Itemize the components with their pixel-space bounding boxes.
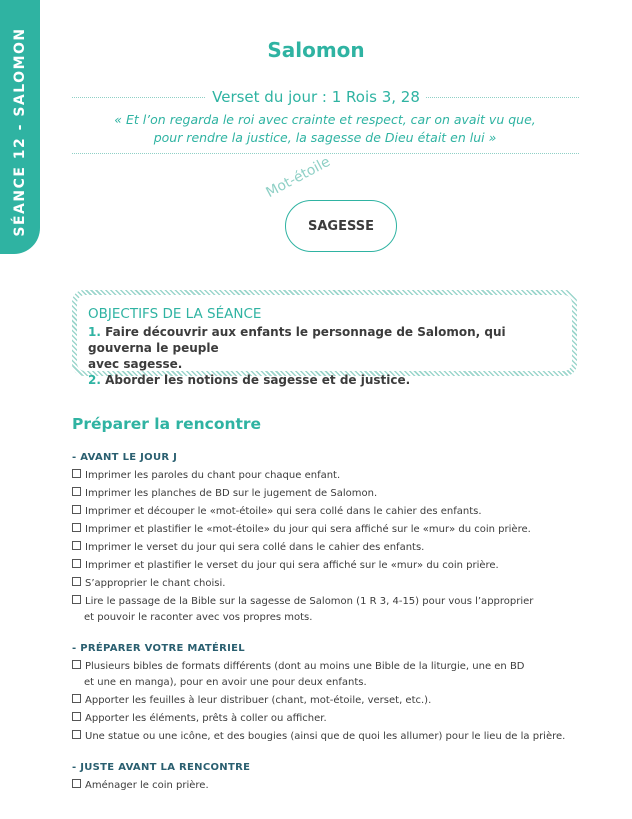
checklist-item: Imprimer et découper le «mot-étoile» qui sera collé dans le cahier des enfants. [72,504,592,520]
checklist-item: Imprimer et plastifier le verset du jour qui sera affiché sur le «mur» du coin prière. [72,558,592,574]
objectives-box [72,290,577,387]
subsection-materiel: - PRÉPARER VOTRE MATÉRIEL [72,643,245,654]
verse-line-2: pour rendre la justice, la sagesse de Dieu était en lui » [153,130,497,145]
checklist-item: Imprimer le verset du jour qui sera collé dans le cahier des enfants. [72,540,592,556]
checklist-item: Aménager le coin prière. [72,778,592,794]
checkbox-icon[interactable] [72,523,81,532]
checklist-item: Une statue ou une icône, et des bougies (ainsi que de quoi les allumer) pour le lieu de la prière. [72,729,592,745]
checkbox-icon[interactable] [72,694,81,703]
objectives-title: OBJECTIFS DE LA SÉANCE [88,306,262,322]
checklist-item: Imprimer les planches de BD sur le jugement de Salomon. [72,486,592,502]
verse-line-1: « Et l’on regarda le roi avec crainte et respect, car on avait vu que, [114,112,536,127]
checkbox-icon[interactable] [72,660,81,669]
mot-etoile-label: Mot-étoile [263,153,334,201]
mot-etoile-word: SAGESSE [285,200,397,252]
checklist-item: Apporter les éléments, prêts à coller ou afficher. [72,711,592,727]
checkbox-icon[interactable] [72,541,81,550]
checklist-item: Imprimer et plastifier le «mot-étoile» du jour qui sera affiché sur le «mur» du coin prière. [72,522,592,538]
section-title: Préparer la rencontre [72,415,262,433]
checkbox-icon[interactable] [72,730,81,739]
checkbox-icon[interactable] [72,712,81,721]
checkbox-icon[interactable] [72,505,81,514]
objective-item-cont: avec sagesse. [88,357,183,371]
checklist-item: Apporter les feuilles à leur distribuer (chant, mot-étoile, verset, etc.). [72,693,592,709]
objective-item: 1. Faire découvrir aux enfants le personnage de Salomon, qui gouverna le peuple [88,325,506,355]
objective-item: 2. Aborder les notions de sagesse et de justice. [88,373,411,387]
verse-heading: Verset du jour : 1 Rois 3, 28 [0,88,632,106]
subsection-juste-avant: - JUSTE AVANT LA RENCONTRE [72,762,251,773]
subsection-avant-jour: - AVANT LE JOUR J [72,452,178,463]
checkbox-icon[interactable] [72,487,81,496]
objectives-list [88,324,570,388]
checkbox-icon[interactable] [72,469,81,478]
checkbox-icon[interactable] [72,559,81,568]
session-label: SÉANCE 12 - SALOMON [12,27,28,237]
page-title: Salomon [267,38,365,62]
verse-text [0,111,632,147]
checkbox-icon[interactable] [72,779,81,788]
checkbox-icon[interactable] [72,595,81,604]
checklist-item: Lire le passage de la Bible sur la sagesse de Salomon (1 R 3, 4-15) pour vous l’approprier et pouvoir le raconter avec vos propres mots. [72,594,592,626]
checkbox-icon[interactable] [72,577,81,586]
checklist-item: Plusieurs bibles de formats différents (dont au moins une Bible de la liturgie, une en BD et une en manga), pour en avoir une pour deux enfants. [72,659,592,691]
checklist-item: S’approprier le chant choisi. [72,576,592,592]
checklist-item: Imprimer les paroles du chant pour chaque enfant. [72,468,592,484]
